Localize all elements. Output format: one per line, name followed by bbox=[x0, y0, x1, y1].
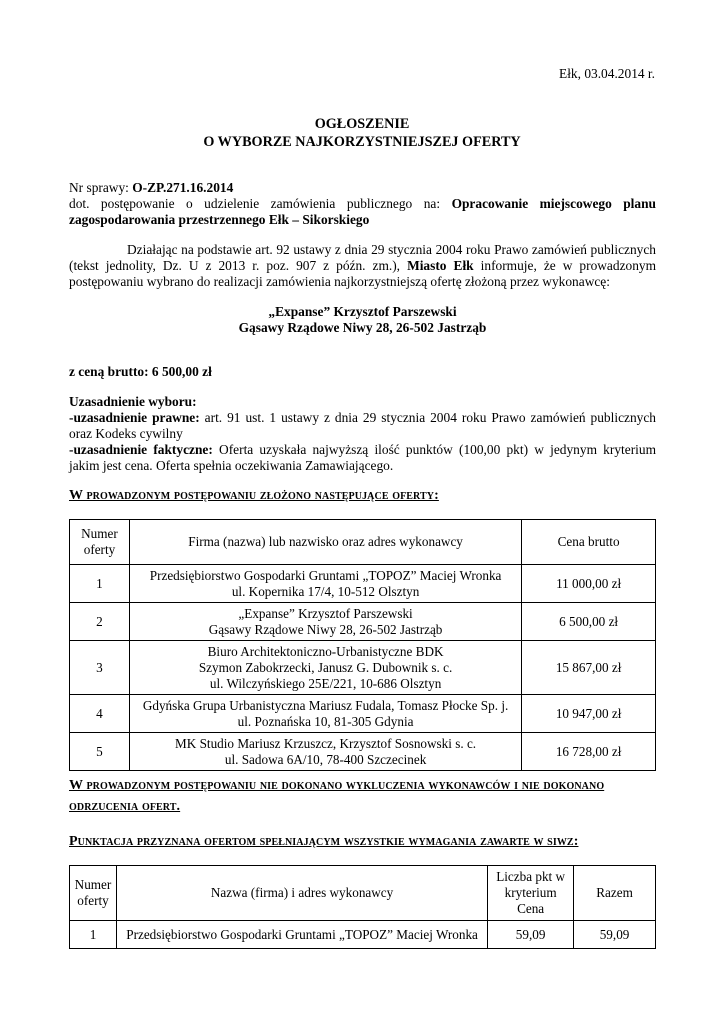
offer-price: 6 500,00 zł bbox=[522, 603, 656, 641]
table-row bbox=[70, 695, 656, 733]
factual-justification-line1: -uzasadnienie faktyczne: Oferta uzyskała najwyższą ilość punktów (100,00 pkt) w jedynym kryterium bbox=[69, 442, 656, 457]
column-header-firm: Nazwa (firma) i adres wykonawcy bbox=[116, 866, 487, 921]
case-number: O-ZP.271.16.2014 bbox=[132, 180, 234, 195]
table-row bbox=[70, 641, 656, 695]
winner-name: „Expanse” Krzysztof Parszewski bbox=[268, 304, 457, 319]
offer-number: 5 bbox=[70, 733, 130, 771]
column-header-points: Liczba pkt w kryterium Cena bbox=[488, 866, 574, 921]
offer-number: 1 bbox=[70, 921, 117, 949]
offers-section-heading: W prowadzonym postępowaniu złożono następujące oferty: bbox=[69, 488, 439, 503]
offer-firm: MK Studio Mariusz Krzuszcz, Krzysztof Sosnowski s. c. ul. Sadowa 6A/10, 78-400 Szczecinek bbox=[129, 733, 521, 771]
legal-justification-line2: oraz Kodeks cywilny bbox=[69, 426, 183, 441]
case-subject-line1 bbox=[69, 196, 656, 213]
offer-firm: Przedsiębiorstwo Gospodarki Gruntami „TOPOZ” Maciej Wronka ul. Kopernika 17/4, 10-512 Olsztyn bbox=[129, 565, 521, 603]
table-row bbox=[70, 921, 656, 949]
column-header-firm: Firma (nazwa) lub nazwisko oraz adres wykonawcy bbox=[129, 520, 521, 565]
exclusion-statement-line1: W prowadzonym postępowaniu nie dokonano wykluczenia wykonawców i nie dokonano bbox=[69, 778, 605, 793]
legal-justification-label: -uzasadnienie prawne: bbox=[69, 410, 200, 425]
intro-line3: postępowaniu wybrano do realizacji zamówienia najkorzystniejszą ofertę złożoną przez wykonawcę: bbox=[69, 274, 610, 289]
ordering-party: Miasto Ełk bbox=[407, 258, 474, 273]
offer-price: 15 867,00 zł bbox=[522, 641, 656, 695]
offer-number: 2 bbox=[70, 603, 130, 641]
offers-table bbox=[69, 519, 656, 771]
column-header-offer-number: Numer oferty bbox=[70, 866, 117, 921]
document-date: Ełk, 03.04.2014 r. bbox=[559, 66, 655, 81]
case-number-label: Nr sprawy: bbox=[69, 180, 129, 195]
offer-price: 11 000,00 zł bbox=[522, 565, 656, 603]
factual-justification-label: -uzasadnienie faktyczne: bbox=[69, 442, 213, 457]
intro-line2: (tekst jednolity, Dz. U z 2013 r. poz. 907 z późn. zm.), Miasto Ełk informuje, że w prowadzonym bbox=[69, 258, 657, 273]
case-subject-line2: zagospodarowania przestrzennego Ełk – Sikorskiego bbox=[69, 212, 370, 227]
table-row bbox=[70, 603, 656, 641]
justification-heading: Uzasadnienie wyboru: bbox=[69, 394, 197, 409]
winner-price: z ceną brutto: 6 500,00 zł bbox=[69, 364, 212, 379]
offers-table-header bbox=[70, 520, 656, 565]
scoring-section-heading: Punktacja przyznana ofertom spełniającym wszystkie wymagania zawarte w siwz: bbox=[69, 834, 579, 849]
announcement-title: OGŁOSZENIE bbox=[314, 116, 410, 132]
offer-price: 10 947,00 zł bbox=[522, 695, 656, 733]
scoring-table-header bbox=[70, 866, 656, 921]
offer-firm: „Expanse” Krzysztof Parszewski Gąsawy Rządowe Niwy 28, 26-502 Jastrząb bbox=[129, 603, 521, 641]
offer-number: 3 bbox=[70, 641, 130, 695]
intro-line1: Działając na podstawie art. 92 ustawy z dnia 29 stycznia 2004 roku Prawo zamówień publicznych bbox=[127, 242, 656, 257]
case-subject-title: Opracowanie miejscowego planu bbox=[451, 196, 656, 211]
offer-firm: Biuro Architektoniczno-Urbanistyczne BDK Szymon Zabokrzecki, Janusz G. Dubownik s. c. ul. Wilczyńskiego 25E/221, 10-686 Olsztyn bbox=[129, 641, 521, 695]
offer-firm: Przedsiębiorstwo Gospodarki Gruntami „TOPOZ” Maciej Wronka bbox=[116, 921, 487, 949]
offer-price: 16 728,00 zł bbox=[522, 733, 656, 771]
offer-points: 59,09 bbox=[488, 921, 574, 949]
exclusion-statement-line2: odrzucenia ofert. bbox=[69, 799, 181, 814]
case-number-line bbox=[69, 180, 656, 197]
column-header-total: Razem bbox=[574, 866, 656, 921]
offer-total: 59,09 bbox=[574, 921, 656, 949]
factual-justification-line2: jakim jest cena. Oferta spełnia oczekiwania Zamawiającego. bbox=[69, 458, 394, 473]
column-header-gross-price: Cena brutto bbox=[522, 520, 656, 565]
winner-address: Gąsawy Rządowe Niwy 28, 26-502 Jastrząb bbox=[238, 320, 487, 335]
case-subject-prefix: dot. postępowanie o udzielenie zamówienia publicznego na: bbox=[69, 196, 441, 211]
announcement-subtitle: O WYBORZE NAJKORZYSTNIEJSZEJ OFERTY bbox=[203, 134, 521, 150]
column-header-offer-number: Numer oferty bbox=[70, 520, 130, 565]
table-row bbox=[70, 565, 656, 603]
scoring-table bbox=[69, 865, 656, 949]
legal-justification-line1: -uzasadnienie prawne: art. 91 ust. 1 ustawy z dnia 29 stycznia 2004 roku Prawo zamówień publicznych bbox=[69, 410, 656, 425]
table-row bbox=[70, 733, 656, 771]
offer-number: 4 bbox=[70, 695, 130, 733]
offer-number: 1 bbox=[70, 565, 130, 603]
offer-firm: Gdyńska Grupa Urbanistyczna Mariusz Fudala, Tomasz Płocke Sp. j. ul. Poznańska 10, 81-305 Gdynia bbox=[129, 695, 521, 733]
